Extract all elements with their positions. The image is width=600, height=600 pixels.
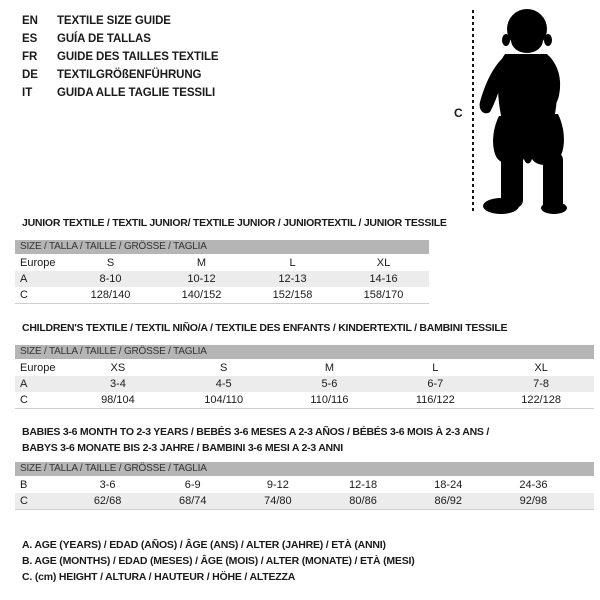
row-label: Europe xyxy=(20,362,56,374)
language-code: IT xyxy=(22,87,33,99)
row-label: C xyxy=(20,394,28,406)
cell: 6-7 xyxy=(427,378,444,390)
cell: 62/68 xyxy=(93,495,122,507)
cell: 92/98 xyxy=(519,495,548,507)
language-label: GUÍA DE TALLAS xyxy=(57,33,151,45)
table-row xyxy=(15,360,594,376)
cell: 14-16 xyxy=(369,273,398,285)
cell: XL xyxy=(376,257,391,269)
row-label: C xyxy=(20,289,28,301)
cell: 86/92 xyxy=(434,495,462,507)
children-table-title: CHILDREN'S TEXTILE / TEXTIL NIÑO/A / TEXTILE DES ENFANTS / KINDERTEXTIL / BAMBINI TESSILE xyxy=(22,322,508,334)
babies-table-title-line1: BABIES 3-6 MONTH TO 2-3 YEARS / BEBÉS 3-6 MESES A 2-3 AÑOS / BÉBÉS 3-6 MOIS À 2-3 ANS / xyxy=(22,426,490,438)
cell: 18-24 xyxy=(434,479,463,491)
language-label: TEXTILGRÖßENFÜHRUNG xyxy=(57,69,202,81)
cell: 122/128 xyxy=(521,394,561,406)
table-row xyxy=(15,287,429,303)
language-code: FR xyxy=(22,51,38,63)
row-label: B xyxy=(20,479,28,491)
cell: 68/74 xyxy=(178,495,207,507)
cell: 6-9 xyxy=(184,479,201,491)
cell: 8-10 xyxy=(99,273,122,285)
size-header-bar: SIZE / TALLA / TAILLE / GRÖSSE / TAGLIA xyxy=(15,240,429,254)
cell: S xyxy=(106,257,115,269)
cell: 9-12 xyxy=(266,479,289,491)
language-label: TEXTILE SIZE GUIDE xyxy=(57,15,171,27)
cell: 10-12 xyxy=(187,273,216,285)
table-row xyxy=(15,271,429,287)
cell: 104/110 xyxy=(204,394,244,406)
size-header-bar: SIZE / TALLA / TAILLE / GRÖSSE / TAGLIA xyxy=(15,345,594,359)
table-row xyxy=(15,376,594,392)
height-line-label: C xyxy=(454,106,463,120)
cell: S xyxy=(220,362,228,374)
row-label: A xyxy=(20,378,28,390)
cell: 3-4 xyxy=(109,378,126,390)
baby-silhouette-icon xyxy=(475,8,569,216)
cell: M xyxy=(324,362,335,374)
cell: 158/170 xyxy=(363,289,404,301)
cell: L xyxy=(432,362,439,374)
junior-table-title: JUNIOR TEXTILE / TEXTIL JUNIOR/ TEXTILE JUNIOR / JUNIORTEXTIL / JUNIOR TESSILE xyxy=(22,217,447,229)
height-dashed-line xyxy=(472,10,474,211)
language-row xyxy=(22,30,219,48)
cell: 80/86 xyxy=(349,495,377,507)
cell: 24-36 xyxy=(519,479,548,491)
babies-table-title-line2: BABYS 3-6 MONATE BIS 2-3 JAHRE / BAMBINI 3-6 MESI A 2-3 ANNI xyxy=(22,442,343,454)
language-code: DE xyxy=(22,69,38,81)
size-header-bar: SIZE / TALLA / TAILLE / GRÖSSE / TAGLIA xyxy=(15,462,594,476)
footnote-b: B. AGE (MONTHS) / EDAD (MESES) / ÂGE (MOIS) / ALTER (MONATE) / ETÀ (MESI) xyxy=(22,555,415,567)
language-code: ES xyxy=(22,33,38,45)
cell: 110/116 xyxy=(310,394,349,406)
cell: 140/152 xyxy=(181,289,222,301)
language-row xyxy=(22,84,219,102)
cell: 98/104 xyxy=(101,394,135,406)
cell: 12-18 xyxy=(349,479,378,491)
cell: 74/80 xyxy=(264,495,292,507)
cell: M xyxy=(196,257,207,269)
cell: 152/158 xyxy=(272,289,313,301)
cell: 12-13 xyxy=(278,273,307,285)
language-row xyxy=(22,48,219,66)
cell: 128/140 xyxy=(90,289,131,301)
babies-size-table xyxy=(15,462,594,510)
footnote-c: C. (cm) HEIGHT / ALTURA / HAUTEUR / HÖHE / ALTEZZA xyxy=(22,571,296,583)
language-code: EN xyxy=(22,15,38,27)
cell: 3-6 xyxy=(99,479,116,491)
table-row xyxy=(15,255,429,271)
table-row xyxy=(15,477,594,493)
cell: 4-5 xyxy=(215,378,232,390)
language-row xyxy=(22,66,219,84)
row-label: C xyxy=(20,495,28,507)
cell: XS xyxy=(110,362,126,374)
cell: 116/122 xyxy=(415,394,455,406)
table-row xyxy=(15,392,594,408)
footnotes xyxy=(22,537,415,585)
junior-size-table xyxy=(15,240,429,304)
row-label: A xyxy=(20,273,28,285)
cell: 5-6 xyxy=(321,378,338,390)
language-list xyxy=(22,12,219,102)
language-label: GUIDE DES TAILLES TEXTILE xyxy=(57,51,219,63)
row-label: Europe xyxy=(20,257,56,269)
cell: L xyxy=(289,257,296,269)
cell: 7-8 xyxy=(533,378,550,390)
children-size-table xyxy=(15,345,594,409)
language-label: GUIDA ALLE TAGLIE TESSILI xyxy=(57,87,216,99)
cell: XL xyxy=(534,362,548,374)
footnote-a: A. AGE (YEARS) / EDAD (AÑOS) / ÂGE (ANS) / ALTER (JAHRE) / ETÀ (ANNI) xyxy=(22,539,386,551)
language-row xyxy=(22,12,219,30)
table-row xyxy=(15,493,594,509)
